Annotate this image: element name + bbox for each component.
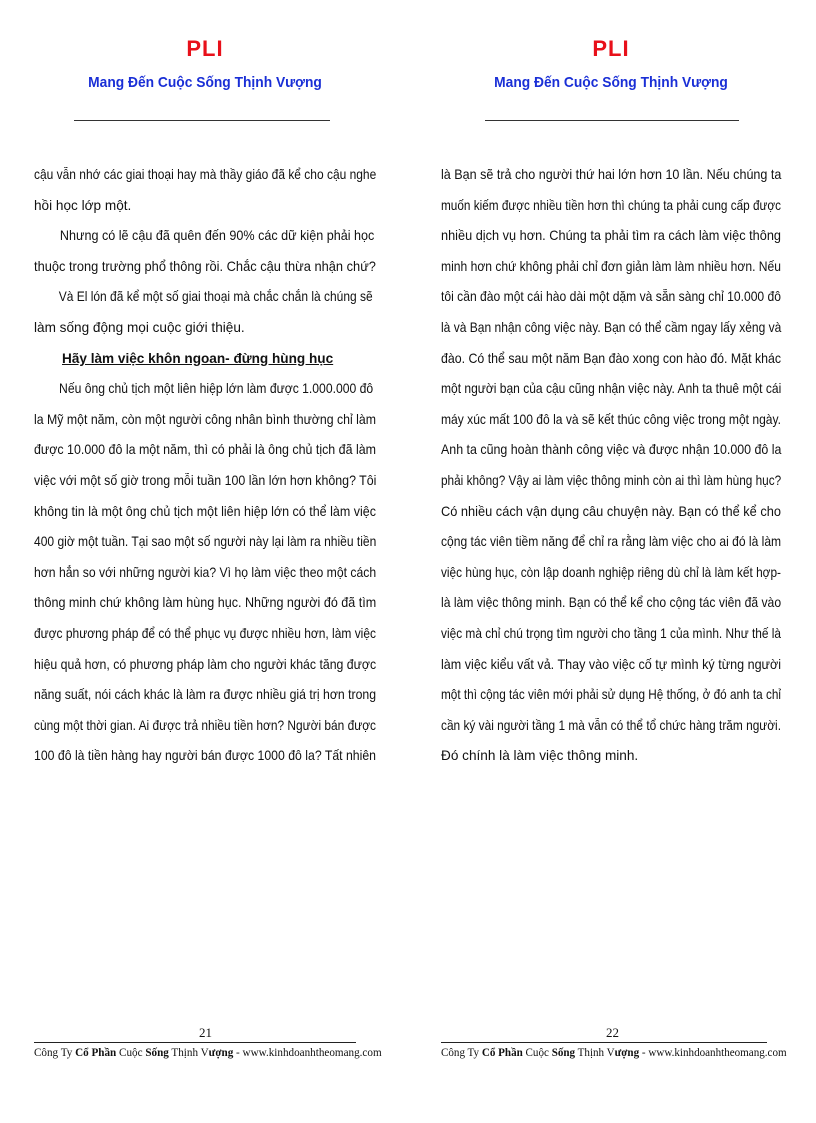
text-line: minh hơn chứ không phải chỉ đơn giản làm làm nhiều hơn. Nếu [441,258,781,274]
footer-rule [34,1042,356,1043]
text-line: thông minh chứ không làm hùng hục. Những người đó đã tìm [34,595,377,611]
left-page [34,0,382,1123]
paragraph [34,282,376,343]
text-line: không tin là một ông chủ tịch một liên hiệp lớn có thể làm việc [34,503,376,519]
left-body-text [34,160,376,772]
footer-credit: Công Ty Cổ Phần Cuộc Sống Thịnh Vượng - www.kinhdoanhtheomang.com [441,1047,787,1059]
brand-tagline: Mang Đến Cuộc Sống Thịnh Vượng [494,74,728,91]
page-number: 22 [606,1025,619,1040]
text-line: Nếu ông chủ tịch một liên hiệp lớn làm được 1.000.000 đô [59,381,374,397]
text-line: Và El lón đã kể một số giai thoại mà chắc chắn là chúng sẽ [58,289,373,305]
text-line: Nhưng có lẽ cậu đã quên đến 90% các dữ kiện phải học [59,228,375,244]
text-line: Đó chính là làm việc thông minh. [441,748,639,764]
text-line: là và Bạn nhận công việc này. Bạn có thể cầm ngay lấy xẻng và [441,319,782,335]
text-line: máy xúc mất 100 đô la và sẽ kết thúc công việc trong một ngày. [441,411,781,427]
text-line: Có nhiều cách vận dụng câu chuyện này. Bạn có thể kể cho [441,503,781,519]
paragraph [34,160,376,221]
text-line: là Bạn sẽ trả cho người thứ hai lớn hơn 10 lần. Nếu chúng ta [441,167,782,182]
paragraph [441,160,781,772]
paragraph [34,221,376,282]
text-line: được 10.000 đô la một năm, thì có phải là ông chủ tịch đã làm [34,442,376,458]
text-line: hiệu quả hơn, có phương pháp làm cho người khác tăng được [34,656,377,672]
text-line: cậu vẫn nhớ các giai thoại hay mà thầy giáo đã kể cho cậu nghe [34,167,377,182]
text-line: 100 đô là tiền hàng hay người bán được 1000 đô la? Tất nhiên [34,748,376,764]
text-line: việc mà chỉ chú trọng tìm người cho tầng 1 của mình. Như thế là [441,625,782,641]
section-heading [34,344,376,375]
text-line: một thì cộng tác viên mới phải sử dụng Hệ thống, ở đó anh ta chỉ [441,687,781,703]
page-number: 21 [199,1025,212,1040]
text-line: năng suất, nói cách khác là làm ra được nhiều giá trị hơn trong [34,687,377,703]
text-line: là làm việc thông minh. Bạn có thể kể cho cộng tác viên đã vào [441,595,782,611]
text-line: một người bạn của cậu cũng nhận việc này. Anh ta thuê một cái [441,381,782,397]
brand-title: PLI [186,36,224,61]
text-line: tôi cần đào một cái hào dài một dặm và sẵn sàng chỉ 10.000 đô [441,289,781,305]
text-line: cùng một thời gian. Ai được trả nhiều tiền hơn? Người bán được [34,717,377,733]
text-line: phải không? Vậy ai làm việc thông minh còn ai thì làm hùng hục? [441,472,782,488]
text-line: đào. Có thể sau một năm Bạn đào xong con hào đó. Mặt khác [441,350,782,366]
text-line: việc hùng hục, còn lập doanh nghiệp riêng dù chỉ là làm kết hợp- [441,564,781,580]
text-line: việc với một số giờ trong mỗi tuần 100 lần lớn hơn không? Tôi [34,472,377,488]
text-line: làm sống động mọi cuộc giới thiệu. [34,319,245,335]
text-line: nhiều dịch vụ hơn. Chúng ta phải tìm ra cách làm việc thông [441,228,781,244]
header-rule [74,120,330,121]
text-line: thuộc trong trường phổ thông rồi. Chắc cậu thừa nhận chứ? [34,258,376,274]
paragraph [34,374,376,772]
text-line: Anh ta cũng hoàn thành công việc và được nhận 10.000 đô la [441,442,782,458]
footer-rule [441,1042,767,1043]
text-line: làm việc kiểu vất vả. Thay vào việc cố tự mình ký từng người [441,656,781,672]
right-page [441,0,787,1123]
text-line: hơn hẳn so với những người kia? Vì họ làm việc theo một cách [34,564,377,580]
text-line: được phương pháp để có thể phục vụ được nhiều hơn, làm việc [34,625,376,641]
text-line: muốn kiếm được nhiều tiền hơn thì chúng ta phải cung cấp được [441,197,781,213]
footer-credit: Công Ty Cổ Phần Cuộc Sống Thịnh Vượng - www.kinhdoanhtheomang.com [34,1047,382,1059]
section-heading-text: Hãy làm việc khôn ngoan- đừng hùng hục [62,350,334,366]
right-body-text [441,160,781,772]
text-line: cần ký vài người tầng 1 mà vẫn có thể tổ chức hàng trăm người. [441,717,781,733]
header-rule [485,120,739,121]
brand-tagline: Mang Đến Cuộc Sống Thịnh Vượng [88,74,322,91]
text-line: la Mỹ một năm, còn một người công nhân bình thường chỉ làm [34,411,376,427]
text-line: 400 giờ một tuần. Tại sao một số người này lại làm ra nhiều tiền [34,534,377,550]
text-line: hồi học lớp một. [34,197,132,213]
text-line: cộng tác viên tiềm năng để chỉ ra rằng làm việc cho ai đó là làm [441,534,782,550]
brand-title: PLI [592,36,630,61]
